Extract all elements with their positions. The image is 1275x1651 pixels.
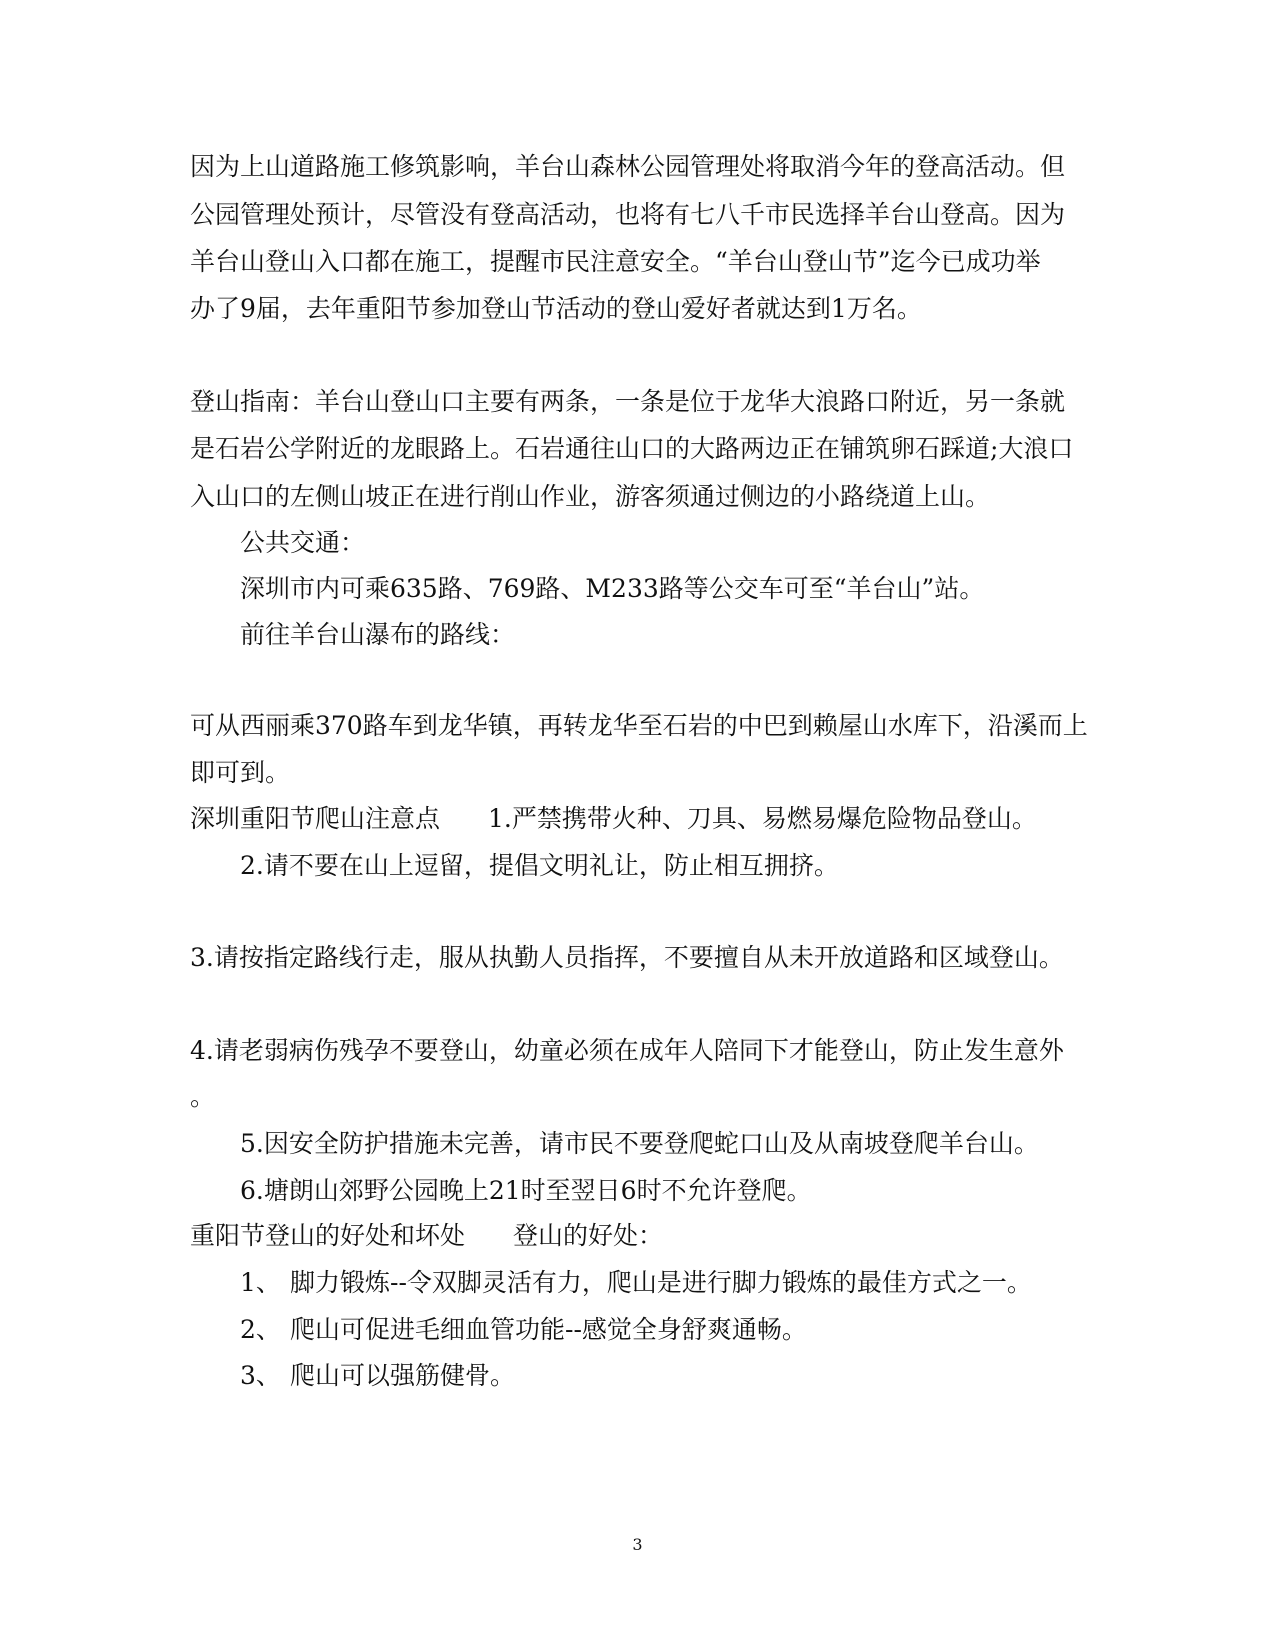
benefits-subheading: 登山的好处： [513, 1221, 664, 1250]
benefits-heading: 重阳节登山的好处和坏处 [190, 1221, 466, 1250]
list-number: 1、 [240, 1268, 281, 1297]
text-line: 可从西丽乘370路车到龙华镇，再转龙华至石岩的中巴到赖屋山水库下，沿溪而上 [190, 711, 1088, 740]
note-item: 2.请不要在山上逗留，提倡文明礼让，防止相互拥挤。 [240, 851, 839, 880]
text-line: 登山指南：羊台山登山口主要有两条，一条是位于龙华大浪路口附近，另一条就 [190, 387, 1066, 416]
note-item: 5.因安全防护措施未完善，请市民不要登爬蛇口山及从南坡登爬羊台山。 [240, 1129, 1039, 1158]
text-line: 公园管理处预计，尽管没有登高活动，也将有七八千市民选择羊台山登高。因为 [190, 200, 1066, 229]
list-number: 2、 [240, 1315, 281, 1344]
list-text: 爬山可以强筋健骨。 [290, 1361, 516, 1390]
list-item [240, 1361, 515, 1391]
text-line: 羊台山登山入口都在施工，提醒市民注意安全。“羊台山登山节”迄今已成功举 [190, 247, 1041, 276]
list-number: 3、 [240, 1361, 281, 1390]
note-item: 1.严禁携带火种、刀具、易燃易爆危险物品登山。 [488, 804, 1037, 833]
list-text: 脚力锻炼--令双脚灵活有力，爬山是进行脚力锻炼的最佳方式之一。 [290, 1268, 1032, 1297]
note-item: 3.请按指定路线行走，服从执勤人员指挥，不要擅自从未开放道路和区域登山。 [190, 943, 1064, 972]
text-line: 办了9届，去年重阳节参加登山节活动的登山爱好者就达到1万名。 [190, 294, 922, 323]
notes-heading: 深圳重阳节爬山注意点 [190, 804, 441, 833]
text-line: 是石岩公学附近的龙眼路上。石岩通往山口的大路两边正在铺筑卵石踩道;大浪口 [190, 434, 1074, 463]
list-text: 爬山可促进毛细血管功能--感觉全身舒爽通畅。 [290, 1315, 807, 1344]
text-line: 因为上山道路施工修筑影响，羊台山森林公园管理处将取消今年的登高活动。但 [190, 152, 1066, 181]
list-item [240, 1315, 807, 1345]
page-number: 3 [632, 1535, 643, 1554]
note-item: 6.塘朗山郊野公园晚上21时至翌日6时不允许登爬。 [240, 1176, 812, 1205]
transit-text: 深圳市内可乘635路、769路、M233路等公交车可至“羊台山”站。 [240, 574, 985, 603]
note-item-continuation: 。 [190, 1082, 216, 1111]
waterfall-heading: 前往羊台山瀑布的路线： [240, 620, 516, 649]
transit-heading: 公共交通： [240, 528, 366, 557]
notes-line [190, 804, 1037, 834]
text-line: 入山口的左侧山坡正在进行削山作业，游客须通过侧边的小路绕道上山。 [190, 482, 991, 511]
list-item [240, 1268, 1032, 1298]
text-line: 即可到。 [190, 758, 291, 787]
note-item: 4.请老弱病伤残孕不要登山，幼童必须在成年人陪同下才能登山，防止发生意外 [190, 1036, 1064, 1065]
benefits-line [190, 1221, 663, 1251]
